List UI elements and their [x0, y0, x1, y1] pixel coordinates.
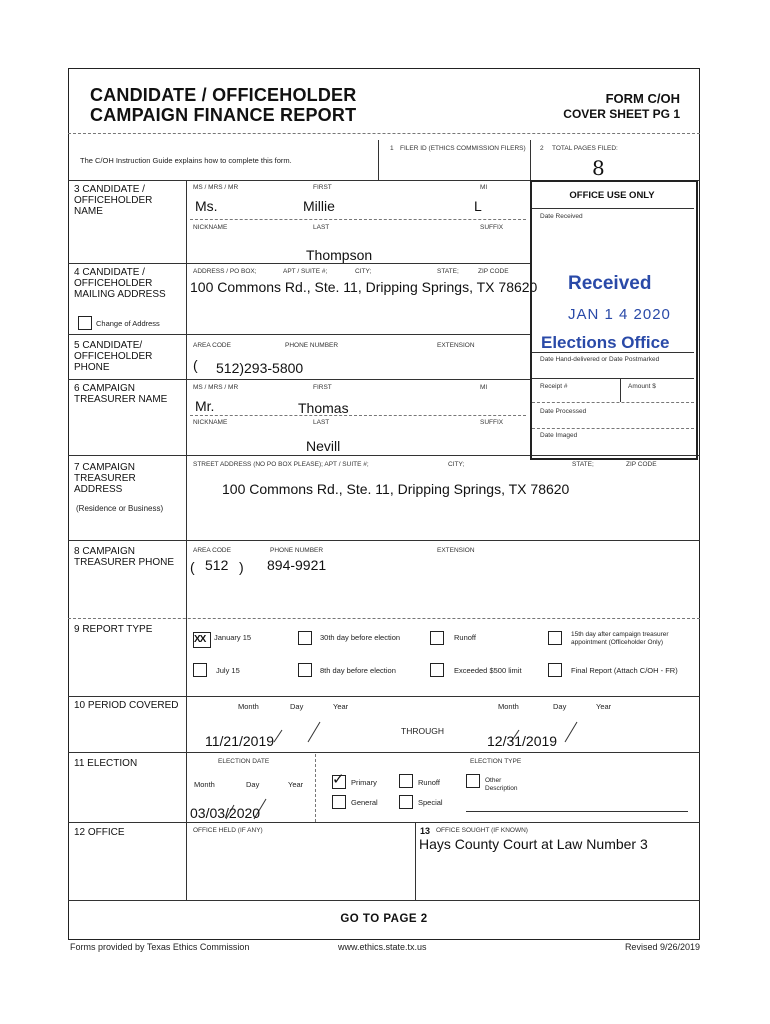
election-special-checkbox[interactable] [399, 795, 413, 809]
candidate-phone-paren: ( [193, 357, 198, 373]
cover-sheet-label: COVER SHEET PG 1 [563, 107, 680, 121]
divider [415, 822, 416, 900]
field-label: STATE; [572, 461, 594, 468]
report-8day-checkbox[interactable] [298, 663, 312, 677]
section-10-label: 10 PERIOD COVERED [74, 700, 179, 711]
row-divider [68, 379, 530, 380]
candidate-last-name[interactable]: Thompson [306, 247, 373, 263]
field-label: Day [553, 702, 567, 711]
row-divider [532, 428, 694, 429]
field-label: MS / MRS / MR [193, 384, 239, 391]
form-name: FORM C/OH [605, 91, 680, 106]
field-label: Year [596, 702, 612, 711]
report-jan15-check-mark: XX [194, 634, 206, 645]
row-divider [68, 822, 700, 823]
candidate-first-name[interactable]: Millie [303, 198, 335, 214]
period-from-date[interactable]: 11/21/2019 [205, 733, 275, 749]
total-pages-number: 2 [540, 145, 544, 152]
row-divider [68, 752, 700, 753]
election-general-label: General [351, 798, 378, 807]
received-stamp-office: Elections Office [541, 333, 670, 352]
treasurer-prefix[interactable]: Mr. [195, 398, 215, 414]
report-exceeded-checkbox[interactable] [430, 663, 444, 677]
filer-id-number: 1 [390, 145, 394, 152]
section-9-label: 9 REPORT TYPE [74, 624, 153, 635]
treasurer-phone-number[interactable]: 894-9921 [267, 557, 327, 573]
field-label: SUFFIX [480, 419, 504, 426]
field-label: Month [238, 702, 259, 711]
section-4-label: 4 CANDIDATE / OFFICEHOLDER MAILING ADDRESS [74, 267, 166, 300]
field-label: PHONE NUMBER [270, 547, 324, 554]
treasurer-first-name[interactable]: Thomas [298, 400, 349, 416]
report-final-checkbox[interactable] [548, 663, 562, 677]
footer-provider: Forms provided by Texas Ethics Commission [70, 942, 250, 952]
row-divider [532, 402, 694, 403]
candidate-address-value[interactable]: 100 Commons Rd., Ste. 11, Dripping Springs, TX 78620 [190, 279, 538, 295]
election-general-checkbox[interactable] [332, 795, 346, 809]
form-title-line1: CANDIDATE / OFFICEHOLDER [90, 85, 357, 105]
row-divider [68, 540, 700, 541]
election-special-label: Special [418, 798, 443, 807]
candidate-middle-initial[interactable]: L [474, 198, 482, 214]
field-label: Date Hand-delivered or Date Postmarked [540, 356, 660, 363]
report-exceeded-label: Exceeded $500 limit [454, 666, 522, 675]
row-divider [532, 352, 694, 353]
field-label: Day [246, 780, 260, 789]
field-label: ZIP CODE [478, 268, 509, 275]
field-label: NICKNAME [193, 419, 228, 426]
report-8day-label: 8th day before election [320, 666, 396, 675]
divider [378, 140, 379, 180]
row-divider [68, 263, 530, 264]
field-label: Month [498, 702, 519, 711]
row-divider [532, 208, 694, 209]
filer-id-label: FILER ID (ETHICS COMMISSION FILERS) [400, 145, 526, 152]
field-label: Year [333, 702, 349, 711]
field-label: PHONE NUMBER [285, 342, 339, 349]
election-date[interactable]: 03/03/2020 [190, 805, 261, 821]
field-label: NICKNAME [193, 224, 228, 231]
field-label: Year [288, 780, 304, 789]
report-jul15-label: July 15 [216, 666, 240, 675]
field-label: LAST [313, 224, 330, 231]
field-label: AREA CODE [193, 342, 231, 349]
report-15day-label: 15th day after campaign treasurer appointment (Officeholder Only) [571, 631, 669, 646]
report-30day-checkbox[interactable] [298, 631, 312, 645]
field-label: OFFICE SOUGHT (IF KNOWN) [436, 827, 528, 834]
field-label: Date Received [540, 213, 583, 220]
treasurer-address-value[interactable]: 100 Commons Rd., Ste. 11, Dripping Springs, TX 78620 [222, 481, 570, 497]
section-3-label: 3 CANDIDATE / OFFICEHOLDER NAME [74, 184, 153, 217]
change-of-address-checkbox[interactable] [78, 316, 92, 330]
field-label: ZIP CODE [626, 461, 657, 468]
field-label: ELECTION DATE [218, 758, 270, 765]
field-label: Month [194, 780, 215, 789]
received-stamp: Received [568, 273, 652, 294]
field-label: STREET ADDRESS (NO PO BOX PLEASE); APT / SUITE #; [193, 461, 369, 468]
election-runoff-label: Runoff [418, 778, 440, 787]
field-label: APT / SUITE #; [283, 268, 328, 275]
election-primary-check-mark: ✓ [332, 771, 345, 788]
divider [530, 140, 531, 180]
field-label: ELECTION TYPE [470, 758, 522, 765]
total-pages-label: TOTAL PAGES FILED: [552, 145, 618, 152]
field-underline [190, 415, 526, 416]
election-other-label: Other Description [485, 777, 518, 792]
go-to-page-2: GO TO PAGE 2 [340, 913, 428, 925]
section-6-label: 6 CAMPAIGN TREASURER NAME [74, 383, 168, 405]
section-13-number: 13 [420, 826, 431, 836]
period-to-date[interactable]: 12/31/2019 [487, 733, 558, 749]
election-primary-label: Primary [351, 778, 377, 787]
field-label: Receipt # [540, 383, 568, 390]
candidate-phone-value[interactable]: 512)293-5800 [216, 360, 304, 376]
report-jul15-checkbox[interactable] [193, 663, 207, 677]
report-jan15-label: January 15 [214, 633, 252, 642]
field-label: STATE; [437, 268, 459, 275]
field-label: Amount $ [628, 383, 656, 390]
field-label: CITY; [355, 268, 372, 275]
section-5-label: 5 CANDIDATE/ OFFICEHOLDER PHONE [74, 340, 153, 373]
footer-revised: Revised 9/26/2019 [624, 942, 700, 952]
header-divider [68, 133, 700, 134]
election-runoff-checkbox[interactable] [399, 774, 413, 788]
field-label: CITY; [448, 461, 465, 468]
section-7-label: 7 CAMPAIGN TREASURER ADDRESS [74, 462, 136, 495]
candidate-prefix[interactable]: Ms. [195, 198, 218, 214]
change-of-address-label: Change of Address [96, 319, 160, 328]
divider [620, 378, 621, 402]
section-11-label: 11 ELECTION [74, 758, 138, 769]
report-15day-checkbox[interactable] [548, 631, 562, 645]
field-label: OFFICE HELD (IF ANY) [193, 827, 263, 834]
through-label: THROUGH [401, 726, 444, 736]
row-divider [68, 618, 700, 619]
received-stamp-date: JAN 1 4 2020 [568, 306, 671, 323]
row-divider [68, 334, 530, 335]
row-divider [68, 900, 700, 901]
field-label: ADDRESS / PO BOX; [193, 268, 257, 275]
field-label: MS / MRS / MR [193, 184, 239, 191]
treasurer-area-close: ) [239, 559, 244, 575]
field-label: LAST [313, 419, 330, 426]
field-underline [190, 219, 526, 220]
row-divider [68, 696, 700, 697]
field-label: Day [290, 702, 304, 711]
form-title-line2: CAMPAIGN FINANCE REPORT [90, 105, 357, 125]
row-divider [532, 378, 694, 379]
total-pages-value[interactable]: 8 [592, 156, 605, 180]
field-label: FIRST [313, 384, 332, 391]
instructions-text: The C/OH Instruction Guide explains how to complete this form. [80, 156, 292, 165]
report-30day-label: 30th day before election [320, 633, 401, 642]
field-label: Date Processed [540, 408, 587, 415]
residence-label: (Residence or Business) [76, 504, 164, 513]
field-label: FIRST [313, 184, 332, 191]
divider [315, 754, 316, 822]
report-runoff-label: Runoff [454, 633, 476, 642]
field-label: EXTENSION [437, 342, 475, 349]
field-label: Date Imaged [540, 432, 578, 439]
office-sought-value[interactable]: Hays County Court at Law Number 3 [419, 836, 648, 852]
field-label: EXTENSION [437, 547, 475, 554]
field-label: MI [480, 384, 488, 391]
report-runoff-checkbox[interactable] [430, 631, 444, 645]
report-final-label: Final Report (Attach C/OH - FR) [571, 666, 678, 675]
section-8-label: 8 CAMPAIGN TREASURER PHONE [74, 546, 175, 568]
office-use-title: OFFICE USE ONLY [569, 190, 655, 201]
field-label: MI [480, 184, 488, 191]
treasurer-last-name[interactable]: Nevill [306, 438, 341, 454]
other-description-line [466, 811, 688, 812]
treasurer-area-open: ( [190, 559, 195, 575]
footer-website[interactable]: www.ethics.state.tx.us [338, 942, 427, 952]
field-label: AREA CODE [193, 547, 231, 554]
treasurer-area-code[interactable]: 512 [205, 557, 229, 573]
field-label: SUFFIX [480, 224, 504, 231]
section-12-label: 12 OFFICE [74, 827, 125, 838]
election-other-checkbox[interactable] [466, 774, 480, 788]
